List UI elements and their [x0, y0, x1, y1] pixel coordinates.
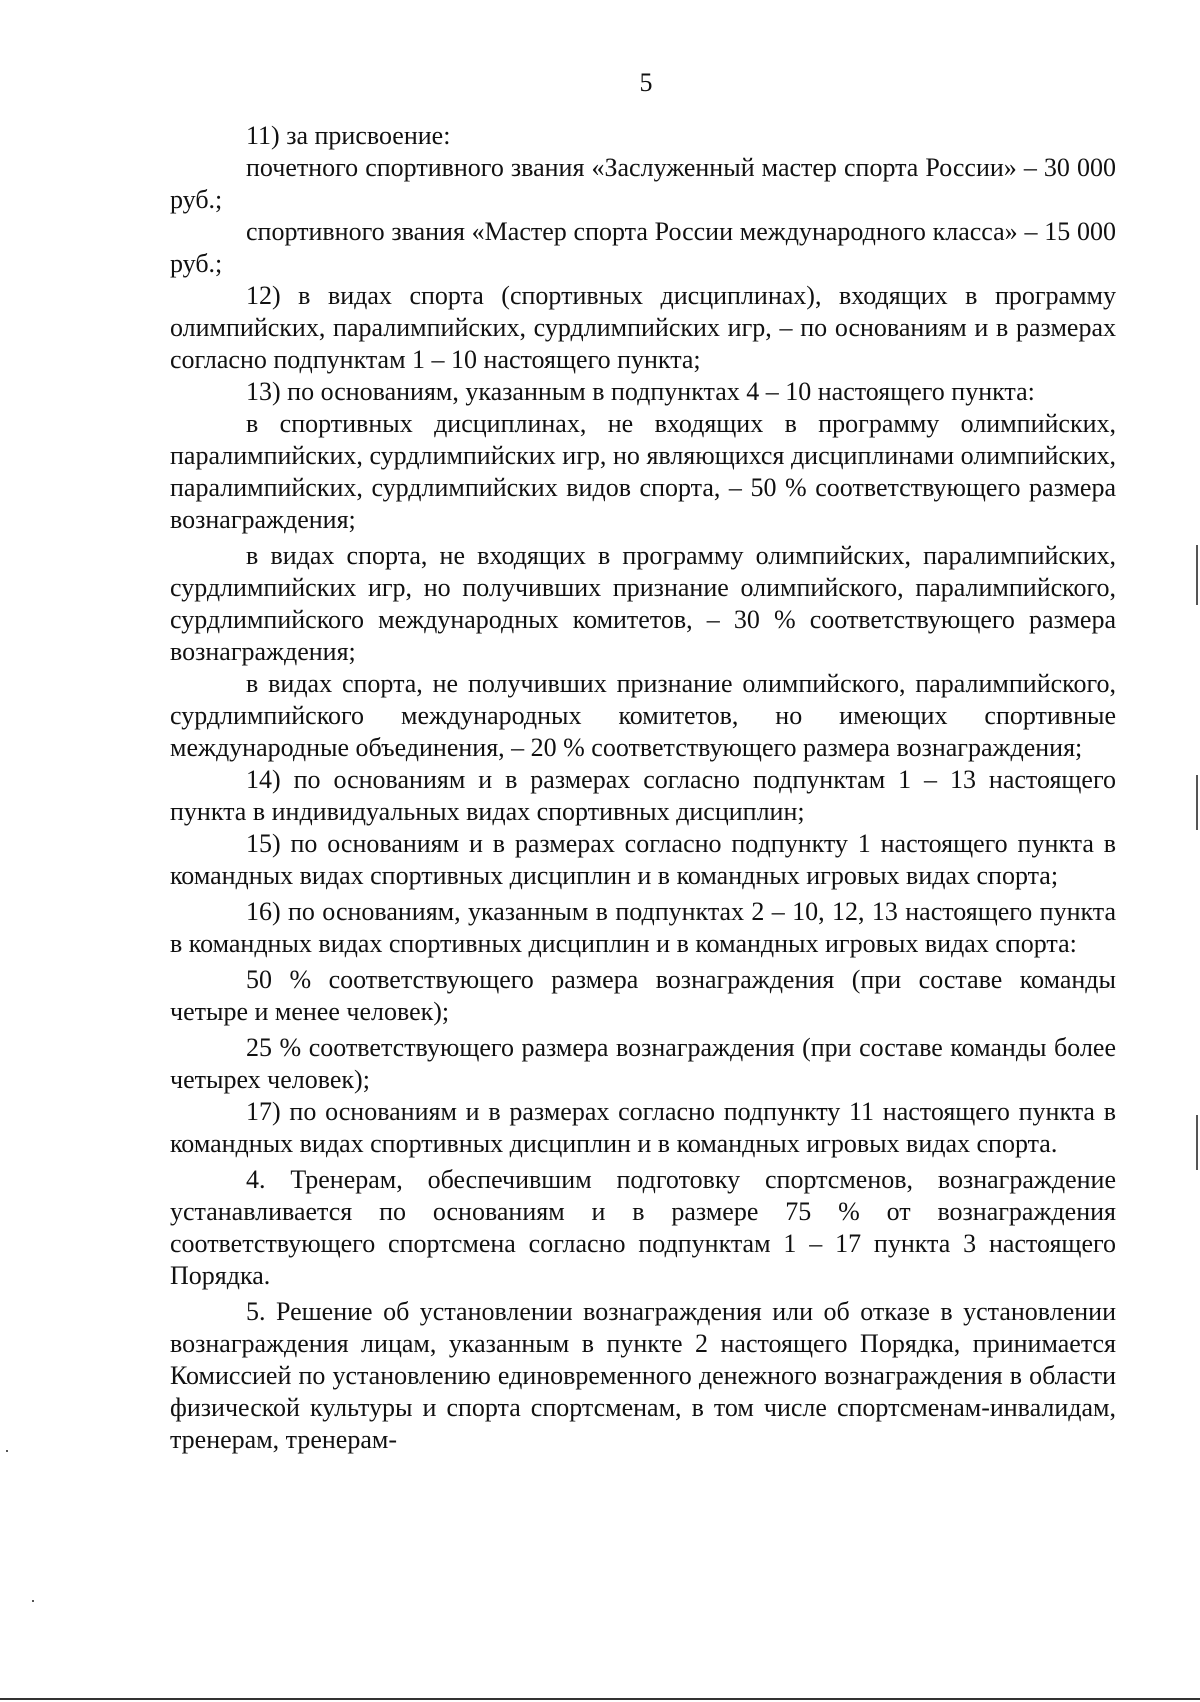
- paragraph-12: 12) в видах спорта (спортивных дисциплинах), входящих в программу олимпийских, паралимпийских, сурдлимпийских игр, – по основаниям и в размерах согласно подпунктам 1 – 10 настоящего пункта;: [170, 281, 1116, 374]
- scan-artifact-mark: [1196, 775, 1198, 830]
- scan-bottom-edge: [0, 1698, 1200, 1700]
- scan-artifact-mark: [1196, 1115, 1198, 1170]
- page-number: 5: [639, 68, 653, 97]
- paragraph-16: 16) по основаниям, указанным в подпунктах 2 – 10, 12, 13 настоящего пункта в командных видах спортивных дисциплин и в командных игровых видах спорта:: [170, 897, 1116, 958]
- paragraph-point-5: 5. Решение об установлении вознаграждения или об отказе в установлении вознаграждения лицам, указанным в пункте 2 настоящего Порядка, принимается Комиссией по установлению единовременного денежного вознаграждения в области физической культуры и спорта спортсменам, в том числе спортсменам-инвалидам, тренерам, тренерам-: [170, 1297, 1116, 1454]
- paragraph-11-heading: 11) за присвоение:: [246, 121, 451, 150]
- paragraph-point-4: 4. Тренерам, обеспечившим подготовку спортсменов, вознаграждение устанавливается по основаниям и в размере 75 % от вознаграждения соответствующего спортсмена согласно подпунктам 1 – 17 пункта 3 настоящего Порядка.: [170, 1165, 1116, 1290]
- paragraph-16-50-percent: 50 % соответствующего размера вознаграждения (при составе команды четыре и менее человек);: [170, 965, 1116, 1026]
- paragraph-16-25-percent: 25 % соответствующего размера вознаграждения (при составе команды более четырех человек);: [170, 1033, 1116, 1094]
- paragraph-13-heading: 13) по основаниям, указанным в подпунктах 4 – 10 настоящего пункта:: [246, 377, 1035, 406]
- paragraph-11-honored-master: почетного спортивного звания «Заслуженный мастер спорта России» – 30 000 руб.;: [170, 153, 1116, 214]
- paragraph-11-master-international: спортивного звания «Мастер спорта России международного класса» – 15 000 руб.;: [170, 217, 1116, 278]
- document-body: [170, 120, 1116, 1456]
- paragraph-13-50-percent: в спортивных дисциплинах, не входящих в программу олимпийских, паралимпийских, сурдлимпийских игр, но являющихся дисциплинами олимпийских, паралимпийских, сурдлимпийских видов спорта, – 50 % соответствующего размера вознаграждения;: [170, 409, 1116, 534]
- paragraph-17: 17) по основаниям и в размерах согласно подпункту 11 настоящего пункта в командных видах спортивных дисциплин и в командных игровых видах спорта.: [170, 1097, 1116, 1158]
- scan-artifact-mark: [1196, 545, 1198, 605]
- paragraph-14: 14) по основаниям и в размерах согласно подпунктам 1 – 13 настоящего пункта в индивидуальных видах спортивных дисциплин;: [170, 765, 1116, 826]
- scan-artifact-dot: [6, 1450, 8, 1452]
- paragraph-13-20-percent: в видах спорта, не получивших признание олимпийского, паралимпийского, сурдлимпийского международных комитетов, но имеющих спортивные международные объединения, – 20 % соответствующего размера вознаграждения;: [170, 669, 1116, 762]
- paragraph-15: 15) по основаниям и в размерах согласно подпункту 1 настоящего пункта в командных видах спортивных дисциплин и в командных игровых видах спорта;: [170, 829, 1116, 890]
- paragraph-13-30-percent: в видах спорта, не входящих в программу олимпийских, паралимпийских, сурдлимпийских игр, но получивших признание олимпийского, паралимпийского, сурдлимпийского международных комитетов, – 30 % соответствующего размера вознаграждения;: [170, 541, 1116, 666]
- scan-artifact-dot: [32, 1600, 34, 1602]
